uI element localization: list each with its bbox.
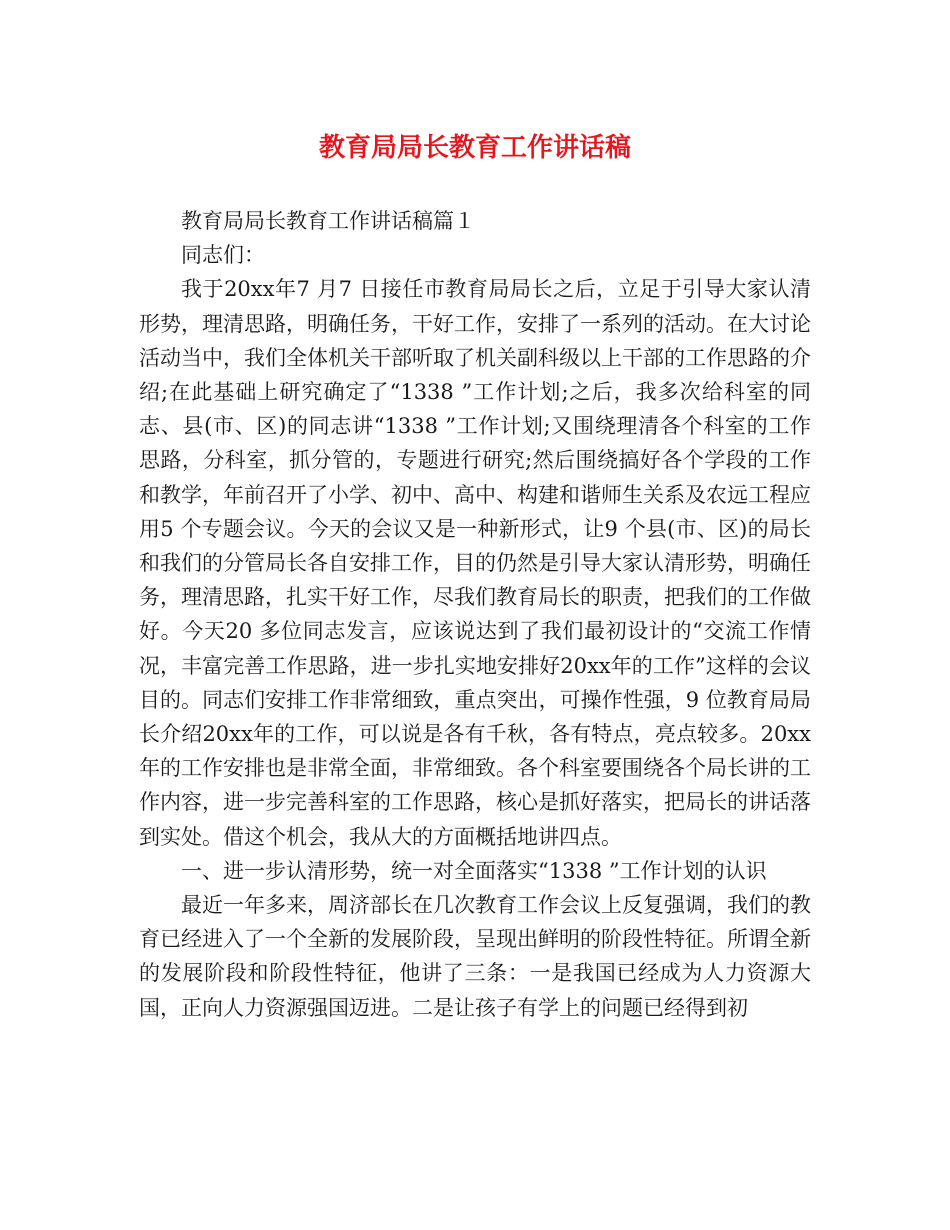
body-paragraph: 我于20xx年7 月7 日接任市教育局局长之后，立足于引导大家认清形势，理清思路，明确任务，干好工作，安排了一系列的活动。在大讨论活动当中，我们全体机关干部听取了机关副科级以上干部的工作思路的介绍;在此基础上研究确定了“1338 ”工作计划;之后，我多次给科室的同志、县(市、区)的同志讲“1338 ”工作计划;又围绕理清各个科室的工作思路，分科室，抓分管的，专题进行研究;然后围绕搞好各个学段的工作和教学，年前召开了小学、初中、高中、构建和谐师生关系及农远工程应用5 个专题会议。今天的会议又是一种新形式，让9 个县(市、区)的局长和我们的分管局长各自安排工作，目的仍然是引导大家认清形势，明确任务，理清思路，扎实干好工作，尽我们教育局长的职责，把我们的工作做好。今天20 多位同志发言，应该说达到了我们最初设计的“交流工作情况，丰富完善工作思路，进一步扎实地安排好20xx年的工作”这样的会议目的。同志们安排工作非常细致，重点突出，可操作性强，9 位教育局局长介绍20xx年的工作，可以说是各有千秋，各有特点，亮点较多。20xx年的工作安排也是非常全面，非常细致。各个科室要围绕各个局长讲的工作内容，进一步完善科室的工作思路，核心是抓好落实，把局长的讲话落到实处。借这个机会，我从大的方面概括地讲四点。: [139, 277, 811, 849]
section-heading: 一、进一步认清形势，统一对全面落实“1338 ”工作计划的认识: [181, 858, 767, 883]
subtitle-paragraph: 教育局局长教育工作讲话稿篇１: [181, 209, 475, 233]
document-body: [139, 204, 811, 1025]
salutation-paragraph: 同志们：: [181, 243, 265, 268]
document-title: 教育局局长教育工作讲话稿: [318, 133, 631, 163]
body-paragraph: 最近一年多来，周济部长在几次教育工作会议上反复强调，我们的教育已经进入了一个全新的发展阶段，呈现出鲜明的阶段性特征。所谓全新的发展阶段和阶段性特征，他讲了三条：一是我国已经成为人力资源大国，正向人力资源强国迈进。二是让孩子有学上的问题已经得到初: [139, 893, 811, 1020]
